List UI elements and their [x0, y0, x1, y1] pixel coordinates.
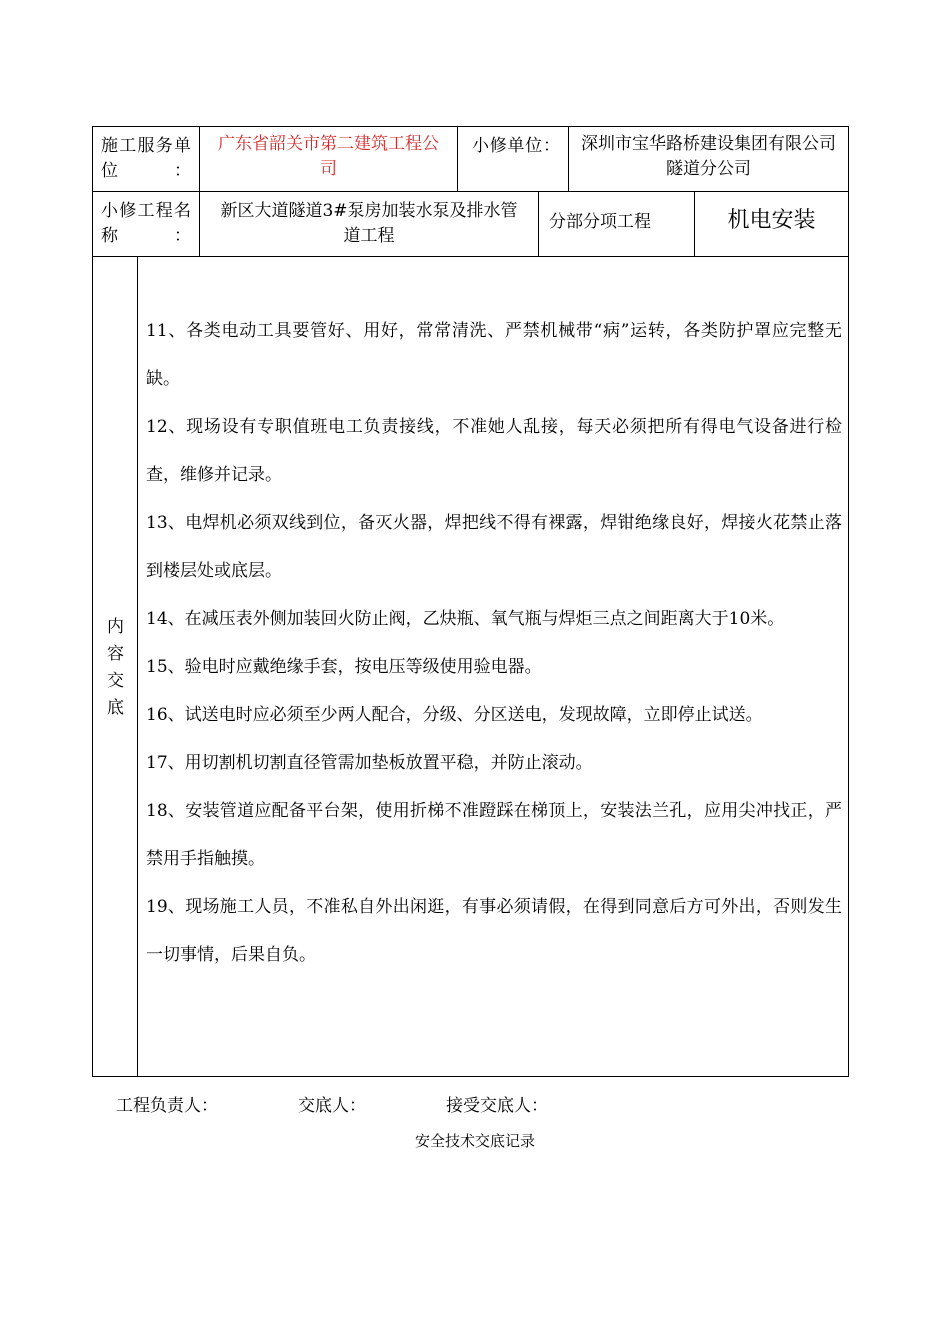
content-label-char: 内	[107, 617, 124, 637]
content-label-char: 底	[107, 698, 124, 718]
subdivision-label: 分部分项工程	[539, 192, 695, 256]
receiver-label: 接受交底人：	[446, 1096, 548, 1116]
content-item: 14、在减压表外侧加装回火防止阀，乙炔瓶、氧气瓶与焊炬三点之间距离大于10米。	[146, 609, 785, 629]
content-item: 11、各类电动工具要管好、用好，常常清洗、严禁机械带“病”运转，各类防护罩应完整无缺。	[146, 321, 842, 389]
content-item: 16、试送电时应必须至少两人配合，分级、分区送电，发现故障，立即停止试送。	[146, 705, 763, 725]
content-label-cell	[93, 257, 138, 1076]
project-name-label: 小修工程名称：	[93, 192, 200, 256]
construction-unit-label: 施工服务单位：	[93, 127, 200, 191]
repair-unit-label: 小修单位：	[458, 127, 569, 191]
table-row-units	[93, 127, 848, 192]
content-item: 19、现场施工人员，不准私自外出闲逛，有事必须请假，在得到同意后方可外出，否则发生一切事情，后果自负。	[146, 897, 842, 965]
content-item: 17、用切割机切割直径管需加垫板放置平稳，并防止滚动。	[146, 753, 593, 773]
project-leader-label: 工程负责人：	[116, 1096, 218, 1116]
table-row-content	[93, 257, 848, 1076]
briefing-table	[92, 126, 849, 1077]
construction-unit-value: 广东省韶关市第二建筑工程公司	[200, 127, 458, 191]
project-name-value: 新区大道隧道3#泵房加装水泵及排水管道工程	[200, 192, 539, 256]
content-item: 18、安装管道应配备平台架，使用折梯不准蹬踩在梯顶上，安装法兰孔，应用尖冲找正，严禁用手指触摸。	[146, 801, 842, 869]
content-item: 12、现场设有专职值班电工负责接线，不准她人乱接，每天必须把所有得电气设备进行检查，维修并记录。	[146, 417, 842, 485]
table-row-project	[93, 192, 848, 257]
content-label-char: 容	[107, 644, 124, 664]
content-item: 15、验电时应戴绝缘手套，按电压等级使用验电器。	[146, 657, 542, 677]
repair-unit-value: 深圳市宝华路桥建设集团有限公司隧道分公司	[581, 134, 836, 179]
subdivision-value: 机电安装	[727, 208, 816, 233]
content-body	[138, 257, 848, 1076]
document-caption: 安全技术交底记录	[414, 1132, 535, 1150]
content-item: 13、电焊机必须双线到位，备灭火器，焊把线不得有裸露，焊钳绝缘良好，焊接火花禁止落到楼层处或底层。	[146, 513, 842, 581]
briefer-label: 交底人：	[298, 1096, 366, 1116]
content-section-label	[93, 614, 138, 722]
content-label-char: 交	[107, 671, 124, 691]
